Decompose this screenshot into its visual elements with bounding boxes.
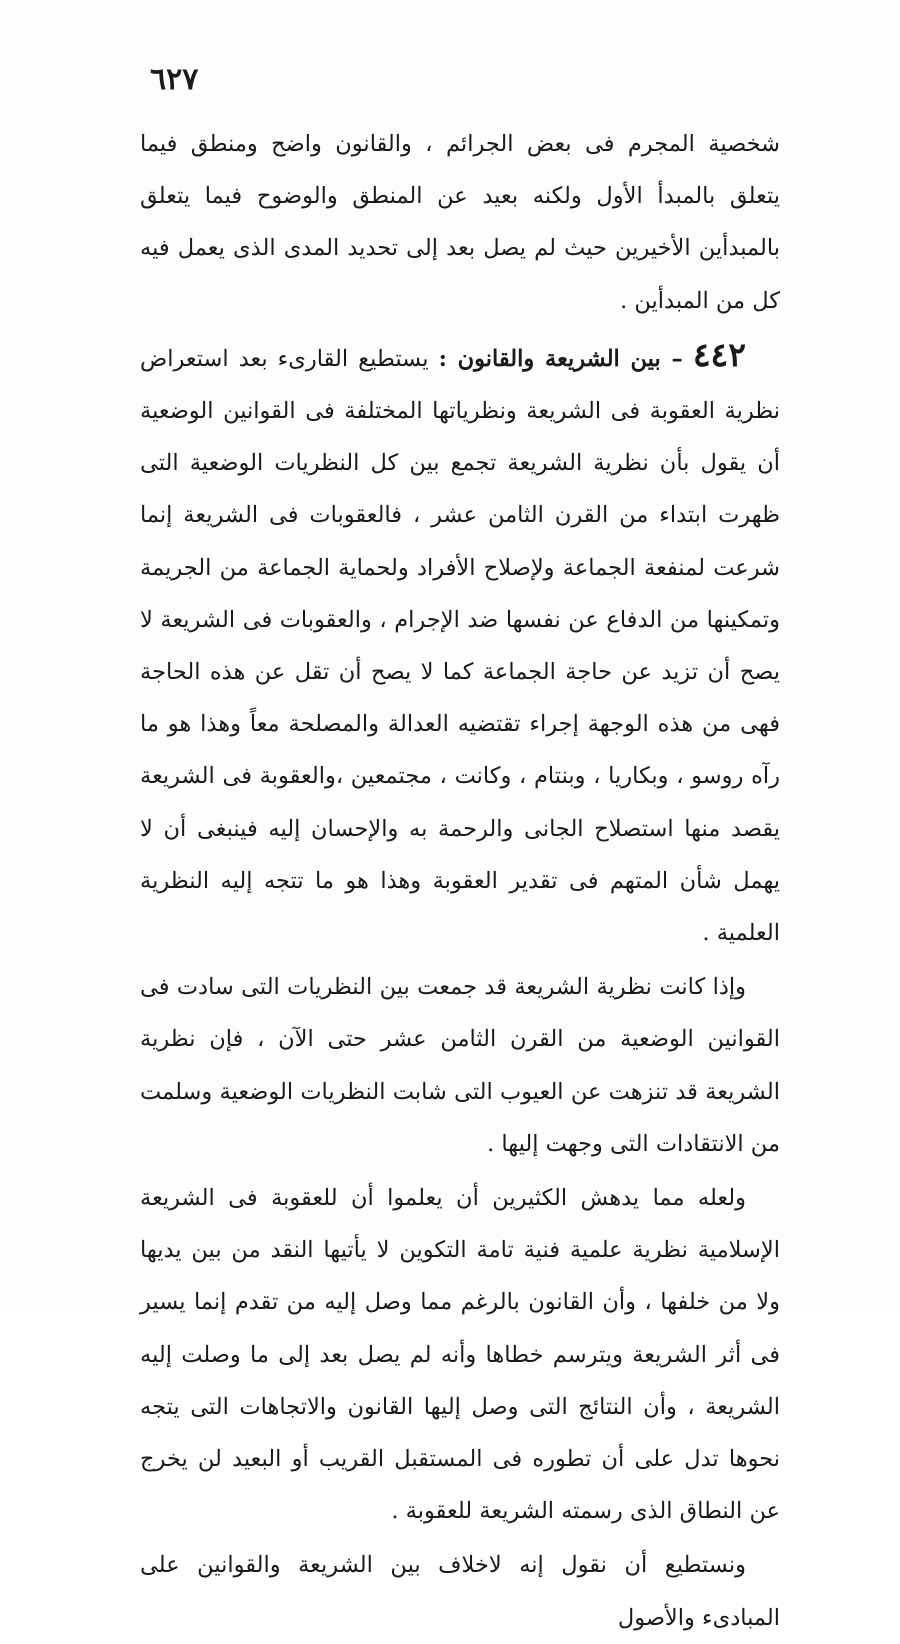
section-body: يستطيع القارىء بعد استعراض نظرية العقوبة فى الشريعة ونظرياتها المختلفة فى القوانين الوضعية أن يقول بأن نظرية الشريعة تجمع بين كل النظريات الوضعية التى ظهرت ابتداء من القرن الثامن عشر ، فالعقوبات فى الشريعة إنما شرعت لمنفعة الجماعة ولإصلاح الأفراد ولحماية الجماعة من الجريمة وتمكينها من الدفاع عن نفسها ضد الإجرام ، والعقوبات فى الشريعة لا يصح أن تزيد عن حاجة الجماعة كما لا يصح أن تقل عن هذه الحاجة فهى من هذه الوجهة إجراء تقتضيه العدالة والمصلحة معاً وهذا هو ما رآه روسو ، وبكاريا ، وبنتام ، وكانت ، مجتمعين ،والعقوبة فى الشريعة يقصد منها استصلاح الجانى والرحمة به والإحسان إليه فينبغى أن لا يهمل شأن المتهم فى تقدير العقوبة وهذا هو ما تتجه إليه النظرية العلمية . (140, 345, 780, 947)
section-number: ٤٤٢ (692, 334, 746, 374)
paragraph-continuation: شخصية المجرم فى بعض الجرائم ، والقانون واضح ومنطق فيما يتعلق بالمبدأ الأول ولكنه بعيد عن المنطق والوضوح فيما يتعلق بالمبدأين الأخيرين حيث لم يصل بعد إلى تحديد المدى الذى يعمل فيه كل من المبدأين . (140, 131, 780, 314)
paragraph: وإذا كانت نظرية الشريعة قد جمعت بين النظريات التى سادت فى القوانين الوضعية من القرن الثامن عشر حتى الآن ، فإن نظرية الشريعة قد تنزهت عن العيوب التى شابت النظريات الوضعية وسلمت من الانتقادات التى وجهت إليها . (140, 974, 780, 1157)
paragraph: ولعله مما يدهش الكثيرين أن يعلموا أن للعقوبة فى الشريعة الإسلامية نظرية علمية فنية تامة التكوين لا يأتيها النقد من بين يديها ولا من خلفها ، وأن القانون بالرغم مما وصل إليه من تقدم إنما يسير فى أثر الشريعة ويترسم خطاها وأنه لم يصل بعد إلى ما وصلت إليه الشريعة ، وأن النتائج التى وصل إليها القانون والاتجاهات التى يتجه نحوها تدل على أن تطوره فى المستقبل القريب أو البعيد لن يخرج عن النطاق الذى رسمته الشريعة للعقوبة . (140, 1185, 780, 1525)
page-text (140, 118, 780, 1644)
page-number: ٦٢٧ (150, 62, 199, 97)
section-paragraph (140, 329, 780, 959)
paragraph: ونستطيع أن نقول إنه لاخلاف بين الشريعة والقوانين على المبادىء والأصول (140, 1552, 780, 1631)
section-title: – بين الشريعة والقانون : (438, 345, 683, 372)
